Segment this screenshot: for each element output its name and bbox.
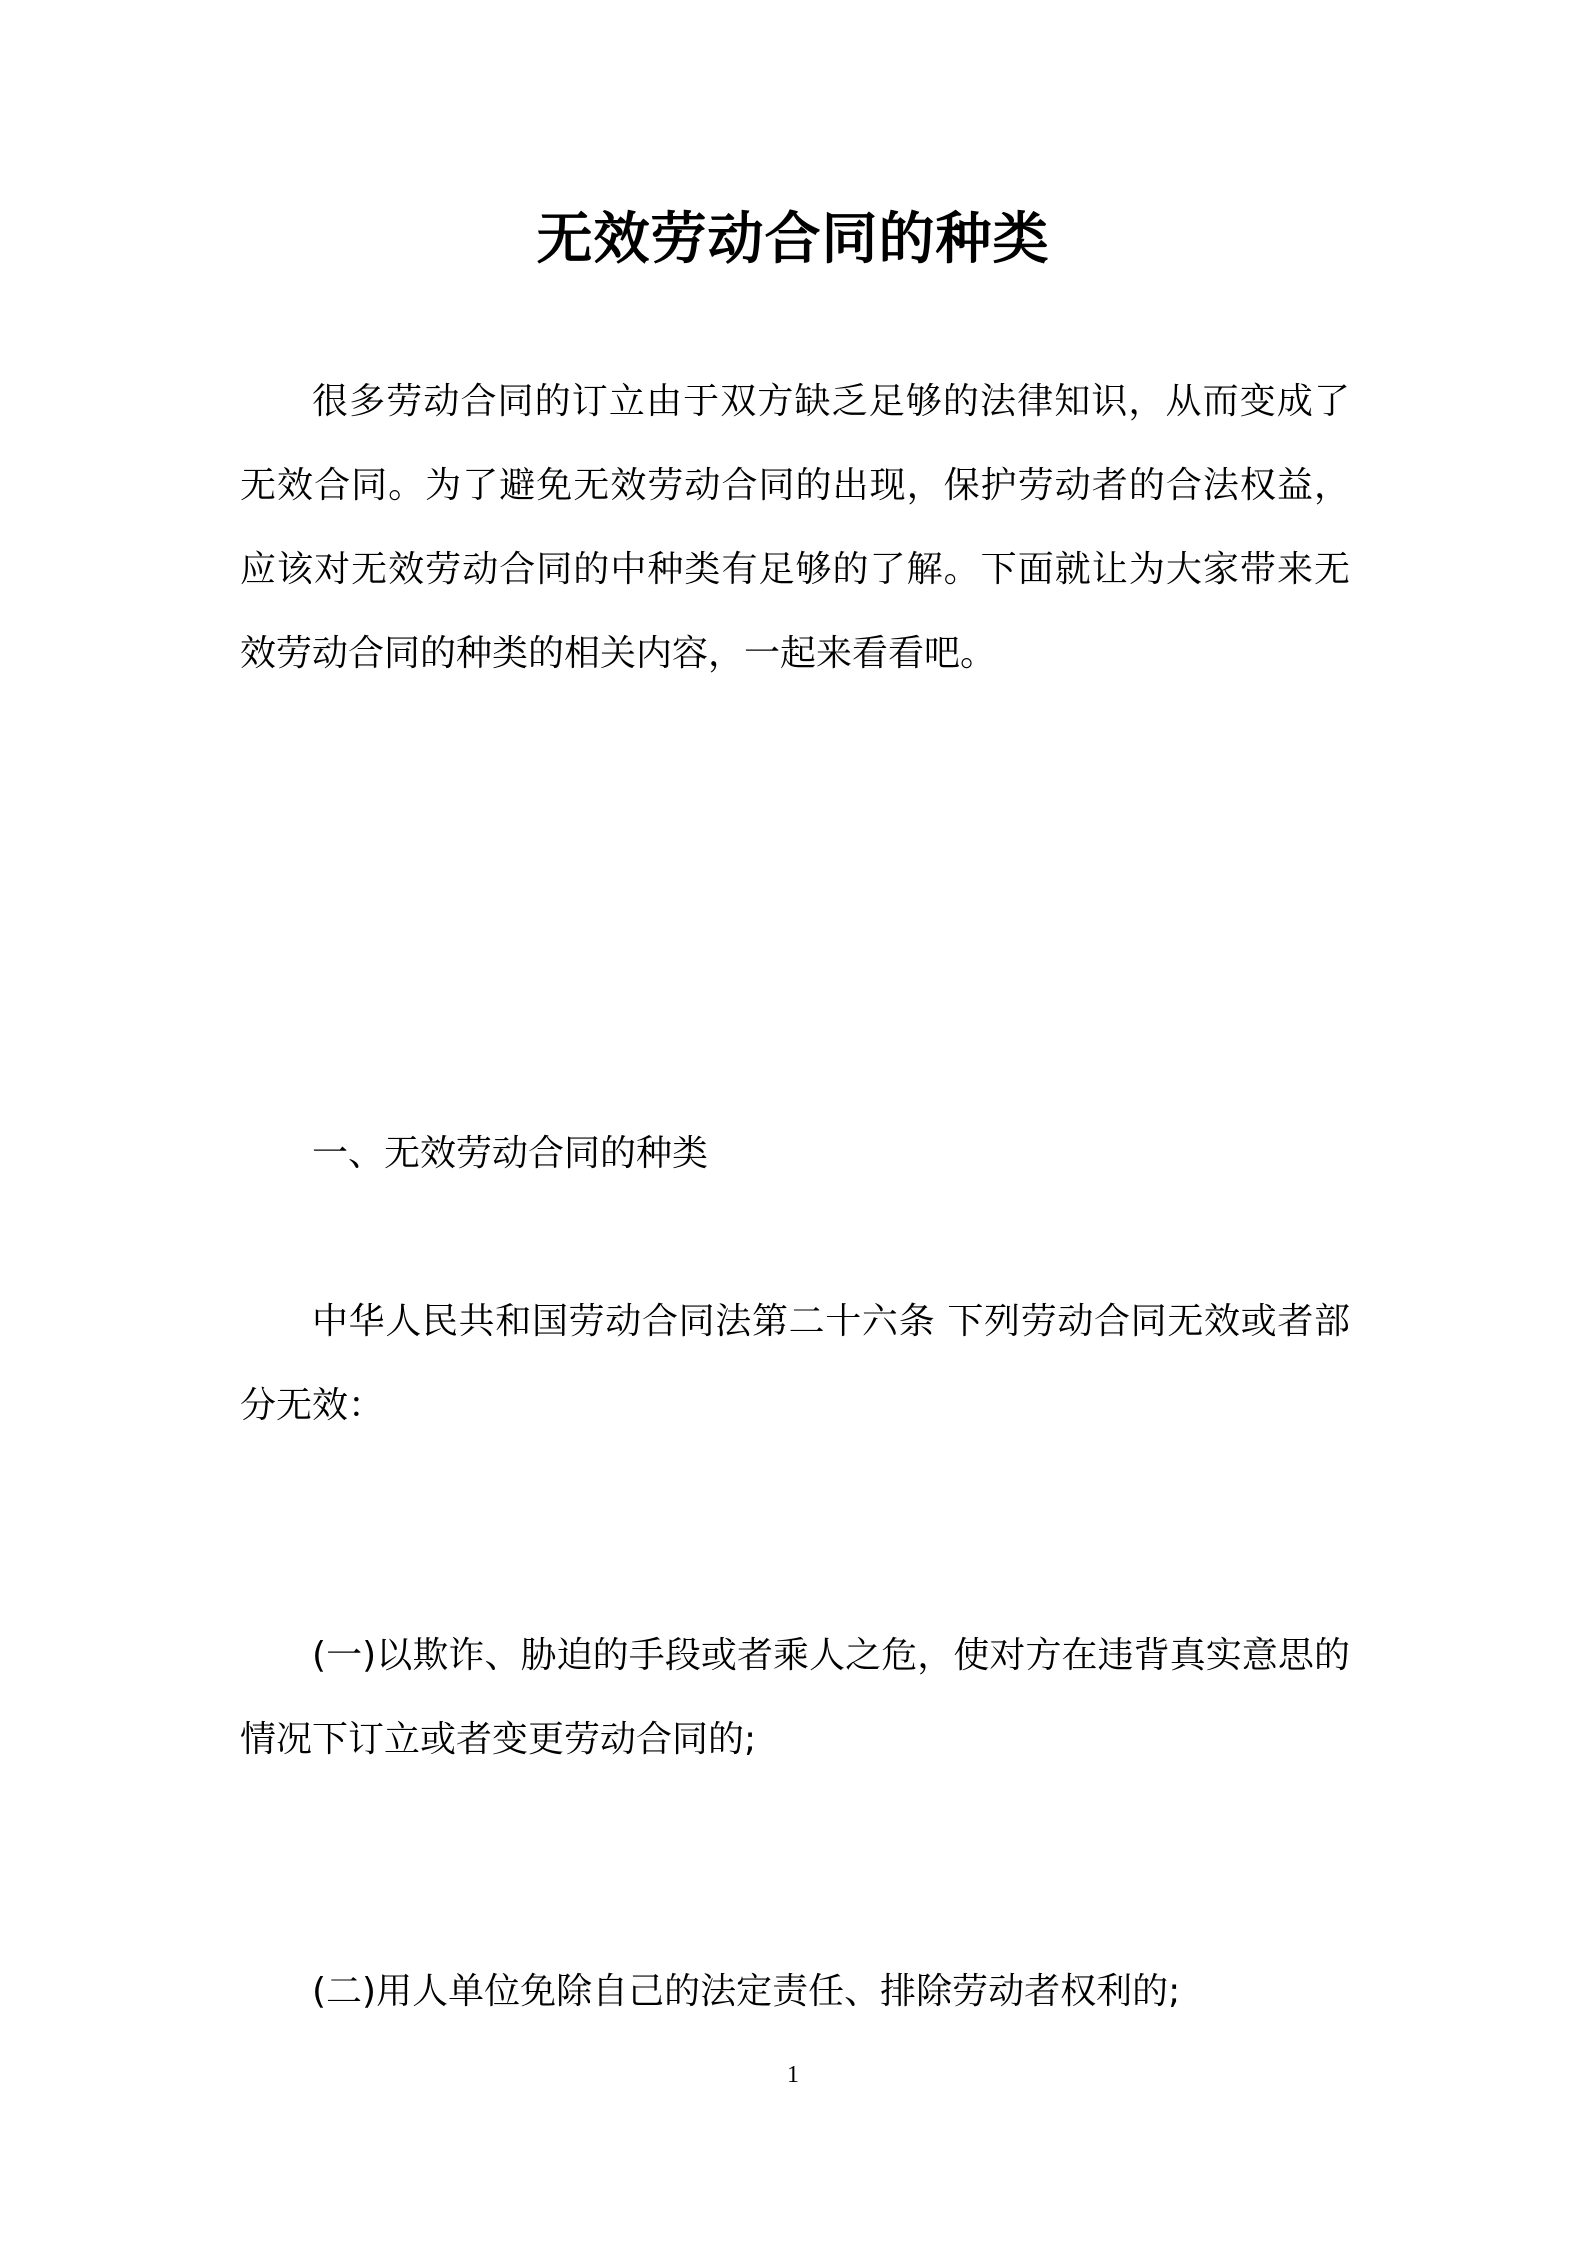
document-title: 无效劳动合同的种类 xyxy=(536,207,1050,272)
list-item-2: (二)用人单位免除自己的法定责任、排除劳动者权利的; xyxy=(312,1971,1181,2012)
law-article-paragraph: 中华人民共和国劳动合同法第二十六条 下列劳动合同无效或者部分无效： xyxy=(240,1301,1350,1426)
page-number: 1 xyxy=(787,2062,799,2088)
list-item-1: (一)以欺诈、胁迫的手段或者乘人之危，使对方在违背真实意思的情况下订立或者变更劳动合同的; xyxy=(240,1635,1350,1760)
intro-paragraph: 很多劳动合同的订立由于双方缺乏足够的法律知识，从而变成了无效合同。为了避免无效劳动合同的出现，保护劳动者的合法权益，应该对无效劳动合同的中种类有足够的了解。下面就让为大家带来无效劳动合同的种类的相关内容，一起来看看吧。 xyxy=(240,381,1350,674)
section-heading: 一、无效劳动合同的种类 xyxy=(312,1133,709,1174)
